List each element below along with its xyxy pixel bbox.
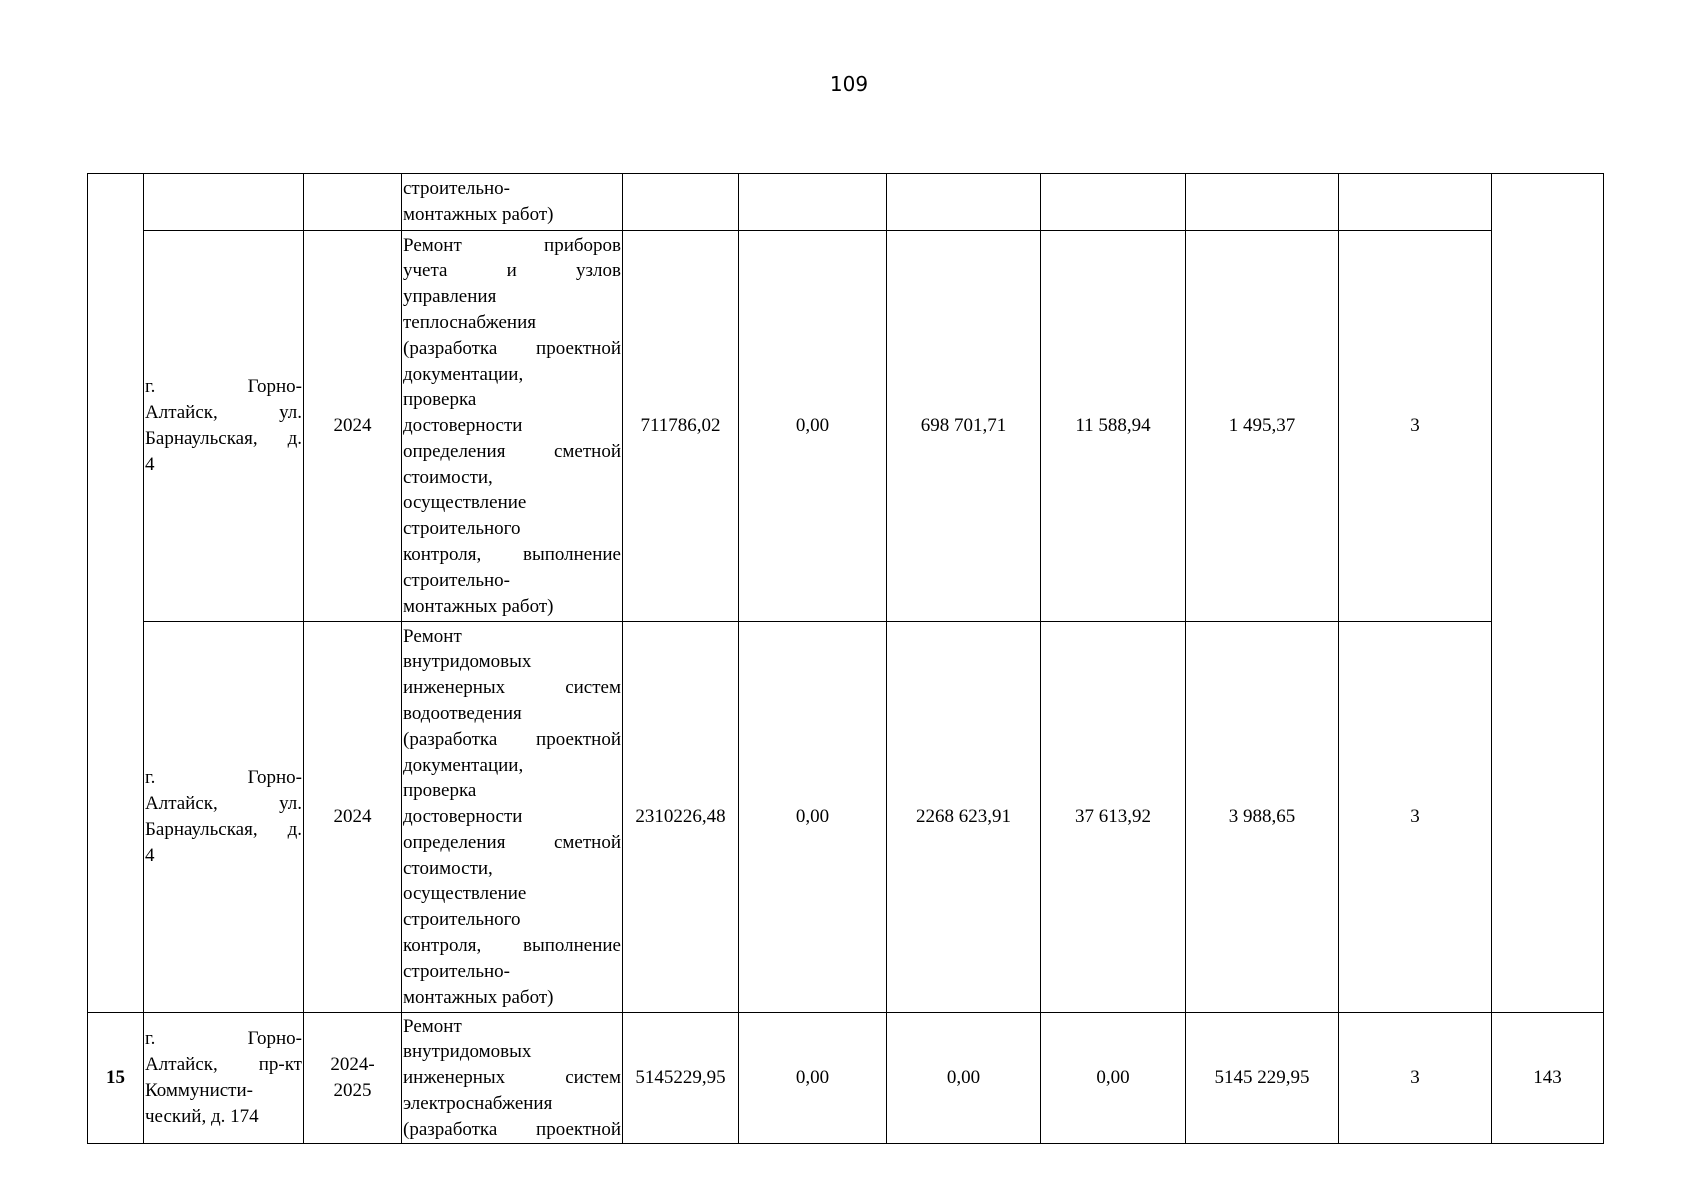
method-cell <box>1339 174 1492 231</box>
text-line: Барнаульская, д. <box>145 819 302 840</box>
text-line: внутридомовых <box>403 1041 532 1063</box>
text-line: контроля, выполнение <box>403 544 621 566</box>
region-cost-cell: 698 701,71 <box>887 231 1041 622</box>
fund-cost-cell: 0,00 <box>739 622 887 1013</box>
address-cell <box>144 231 304 622</box>
local-cost-cell: 37 613,92 <box>1041 622 1186 1013</box>
text-line: достоверности <box>403 415 523 437</box>
text-line: Барнаульская, д. <box>145 428 302 449</box>
work-cell <box>402 231 623 622</box>
text-line: инженерных систем <box>403 1067 621 1089</box>
text-line: строительного <box>403 909 521 931</box>
row-number-cell <box>88 174 144 1013</box>
text-line: строительно- <box>403 178 511 200</box>
total-cost-cell <box>623 174 739 231</box>
text-line: Ремонт приборов <box>403 234 621 256</box>
local-cost-cell: 11 588,94 <box>1041 231 1186 622</box>
text-line: Алтайск, ул. <box>145 793 302 815</box>
total-cost-cell: 711786,02 <box>623 231 739 622</box>
owners-cost-cell: 3 988,65 <box>1186 622 1339 1013</box>
text-line: электроснабжения <box>403 1092 553 1114</box>
page-number: 109 <box>829 72 869 96</box>
text-line: (разработка проектной <box>403 1118 621 1140</box>
text-line: водоотведения <box>403 702 522 724</box>
address-cell <box>144 1013 304 1144</box>
text-line: 2024 <box>333 415 372 437</box>
text-line: контроля, выполнение <box>403 935 621 957</box>
text-line: проверка <box>403 780 477 802</box>
work-cell <box>402 1013 623 1144</box>
capital-repair-table <box>87 173 1604 1144</box>
text-line: 2024 <box>333 806 372 828</box>
text-line: теплоснабжения <box>403 311 536 333</box>
total-cost-cell: 5145229,95 <box>623 1013 739 1144</box>
owners-cost-cell: 5145 229,95 <box>1186 1013 1339 1144</box>
table-row <box>88 174 1604 231</box>
total-cost-cell: 2310226,48 <box>623 622 739 1013</box>
text-line: ческий, д. 174 <box>145 1105 259 1127</box>
text-line: 4 <box>145 453 155 475</box>
text-line: г. Горно- <box>145 767 302 789</box>
text-line: 2025 <box>333 1080 372 1101</box>
year-cell <box>304 1013 402 1144</box>
text-line: Алтайск, пр-кт <box>145 1054 302 1076</box>
text-line: управления <box>403 286 497 308</box>
method-cell: 3 <box>1339 231 1492 622</box>
text-line: документации, <box>403 363 524 385</box>
text-line: инженерных систем <box>403 677 621 699</box>
text-line: Алтайск, ул. <box>145 402 302 424</box>
text-line: 2024- <box>330 1054 375 1076</box>
text-line: осуществление <box>403 883 527 905</box>
text-line: монтажных работ) <box>403 204 554 225</box>
address-cell <box>144 622 304 1013</box>
work-cell <box>402 622 623 1013</box>
text-line: (разработка проектной <box>403 337 621 359</box>
text-line: строительного <box>403 518 521 540</box>
work-cell <box>402 174 623 231</box>
text-line: определения сметной <box>403 831 621 853</box>
local-cost-cell <box>1041 174 1186 231</box>
text-line: определения сметной <box>403 440 621 462</box>
text-line: г. Горно- <box>145 1028 302 1050</box>
text-line: 4 <box>145 844 155 866</box>
text-line: проверка <box>403 389 477 411</box>
method-cell: 3 <box>1339 1013 1492 1144</box>
fund-cost-cell: 0,00 <box>739 1013 887 1144</box>
address-cell <box>144 174 304 231</box>
row-number-cell: 15 <box>88 1013 144 1144</box>
text-line: достоверности <box>403 806 523 828</box>
year-cell <box>304 622 402 1013</box>
text-line: г. Горно- <box>145 376 302 398</box>
region-cost-cell <box>887 174 1041 231</box>
table-row <box>88 231 1604 622</box>
region-cost-cell: 0,00 <box>887 1013 1041 1144</box>
owners-cost-cell <box>1186 174 1339 231</box>
region-cost-cell: 2268 623,91 <box>887 622 1041 1013</box>
table-row <box>88 1013 1604 1144</box>
year-cell <box>304 231 402 622</box>
year-cell <box>304 174 402 231</box>
text-line: стоимости, <box>403 857 493 879</box>
text-line: Ремонт <box>403 1015 462 1037</box>
text-line: строительно- <box>403 569 511 591</box>
text-line: учета и узлов <box>403 260 621 282</box>
text-line: (разработка проектной <box>403 728 621 750</box>
local-cost-cell: 0,00 <box>1041 1013 1186 1144</box>
text-line: Коммунисти- <box>145 1080 253 1101</box>
method-cell: 3 <box>1339 622 1492 1013</box>
text-line: осуществление <box>403 492 527 514</box>
text-line: документации, <box>403 754 524 776</box>
fund-cost-cell <box>739 174 887 231</box>
count-cell <box>1492 174 1604 1013</box>
text-line: внутридомовых <box>403 651 532 673</box>
owners-cost-cell: 1 495,37 <box>1186 231 1339 622</box>
text-line: Ремонт <box>403 625 462 647</box>
text-line: строительно- <box>403 960 511 982</box>
count-cell: 143 <box>1492 1013 1604 1144</box>
text-line: монтажных работ) <box>403 986 554 1008</box>
text-line: стоимости, <box>403 466 493 488</box>
fund-cost-cell: 0,00 <box>739 231 887 622</box>
text-line: монтажных работ) <box>403 595 554 617</box>
table-row <box>88 622 1604 1013</box>
